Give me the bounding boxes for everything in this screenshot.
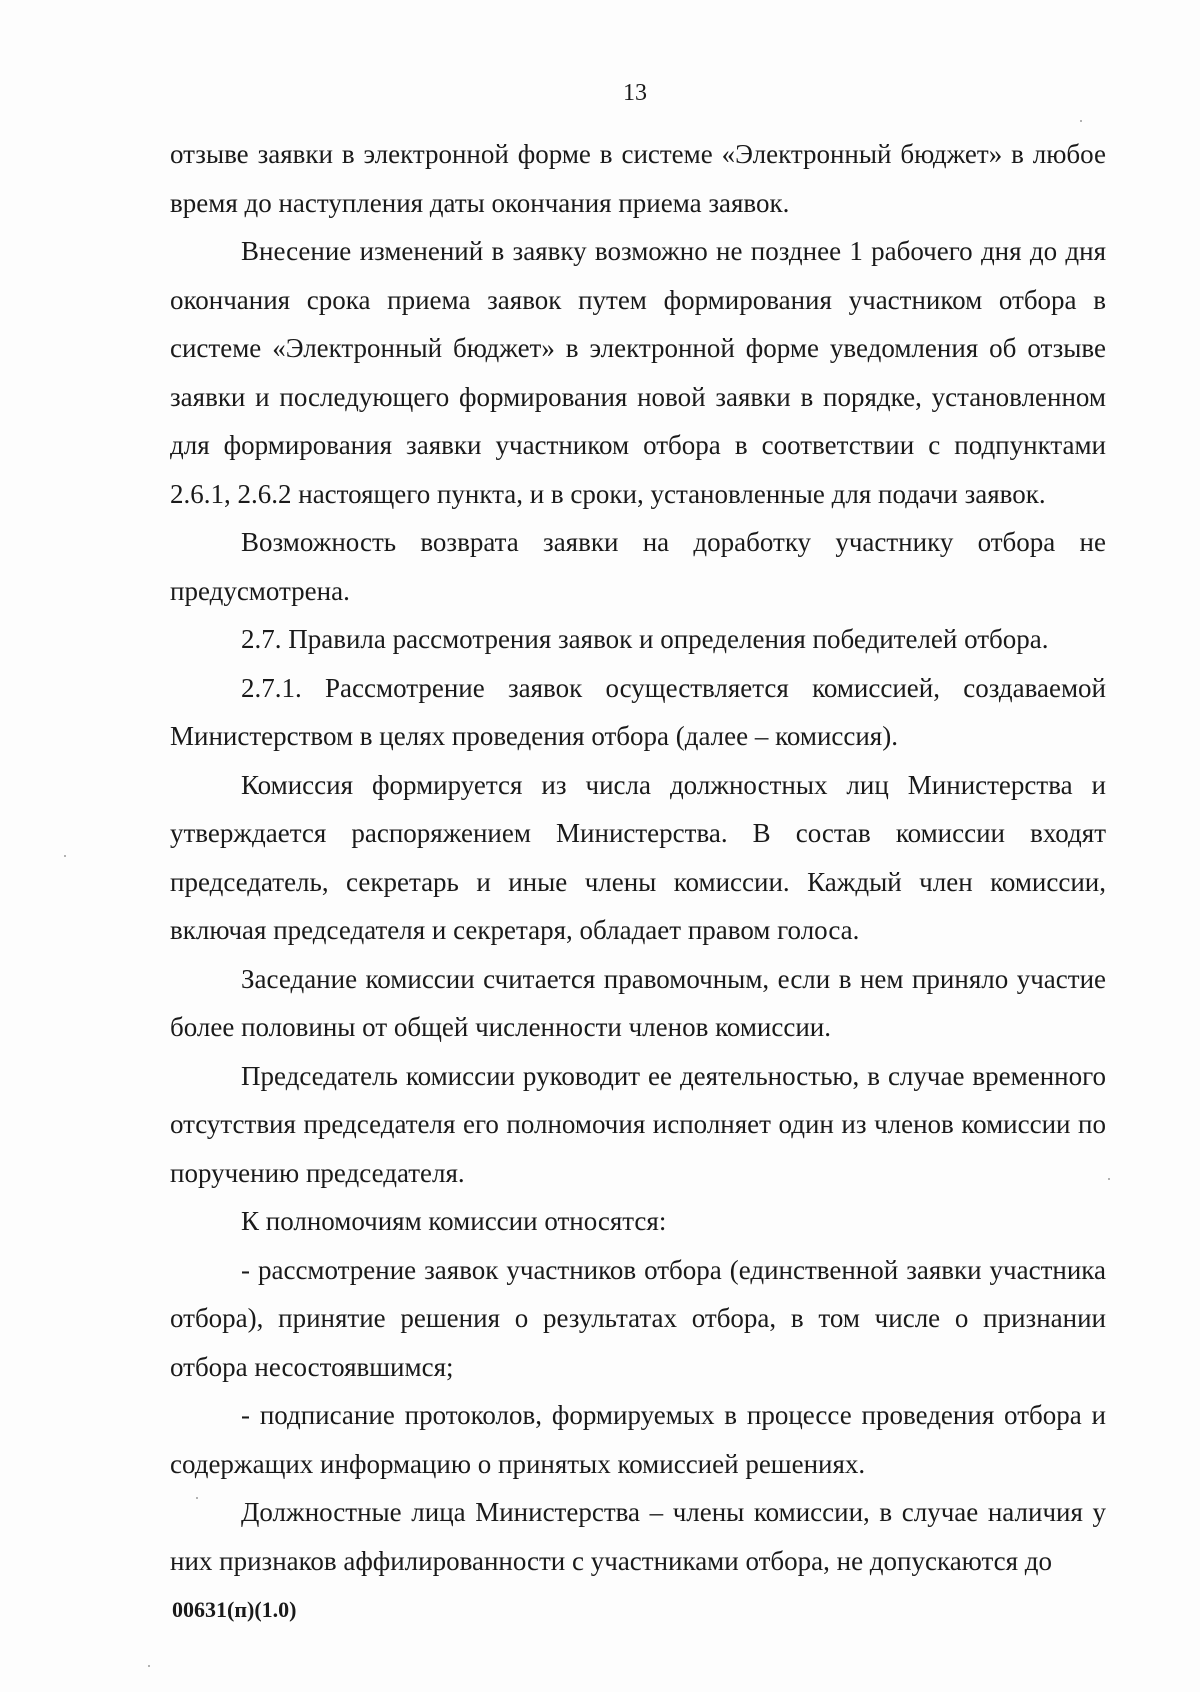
paragraph-amendments: Внесение изменений в заявку возможно не позднее 1 рабочего дня до дня окончания срока приема заявок путем формирования участником отбора в системе «Электронный бюджет» в электронной форме уведомления об отзыве заявки и последующего формирования новой заявки в порядке, установленном для формирования заявки участником отбора в соответствии с подпунктами 2.6.1, 2.6.2 настоящего пункта, и в сроки, установленные для подачи заявок. bbox=[170, 236, 1106, 509]
list-item-signing: - подписание протоколов, формируемых в процессе проведения отбора и содержащих информацию о принятых комиссией решениях. bbox=[170, 1400, 1106, 1479]
section-heading-2-7: 2.7. Правила рассмотрения заявок и определения победителей отбора. bbox=[241, 624, 1049, 654]
scan-speck bbox=[1108, 1178, 1110, 1180]
scan-speck bbox=[148, 1665, 150, 1667]
paragraph-continuation: отзыве заявки в электронной форме в системе «Электронный бюджет» в любое время до наступления даты окончания приема заявок. bbox=[170, 139, 1106, 218]
paragraph-quorum: Заседание комиссии считается правомочным, если в нем приняло участие более половины от общей численности членов комиссии. bbox=[170, 963, 1106, 1042]
document-body bbox=[170, 130, 1106, 1585]
list-item-review: - рассмотрение заявок участников отбора (единственной заявки участника отбора), принятие решения о результатах отбора, в том числе о признании отбора несостоявшимся; bbox=[170, 1254, 1106, 1382]
paragraph-powers-intro: К полномочиям комиссии относятся: bbox=[241, 1206, 667, 1236]
paragraph-commission-formation: Комиссия формируется из числа должностных лиц Министерства и утверждается распоряжением Министерства. В состав комиссии входят председатель, секретарь и иные члены комиссии. Каждый член комиссии, включая председателя и секретаря, обладает правом голоса. bbox=[170, 769, 1106, 945]
scan-speck bbox=[64, 855, 66, 857]
scan-speck bbox=[1080, 120, 1082, 122]
paragraph-2-7-1: 2.7.1. Рассмотрение заявок осуществляется комиссией, создаваемой Министерством в целях проведения отбора (далее – комиссия). bbox=[170, 672, 1106, 751]
document-code: 00631(п)(1.0) bbox=[172, 1597, 297, 1622]
page-number: 13 bbox=[623, 80, 647, 106]
paragraph-return: Возможность возврата заявки на доработку участнику отбора не предусмотрена. bbox=[170, 527, 1106, 606]
paragraph-affiliation: Должностные лица Министерства – члены комиссии, в случае наличия у них признаков аффилированности с участниками отбора, не допускаются до bbox=[170, 1497, 1106, 1576]
scan-speck bbox=[196, 1497, 198, 1499]
paragraph-chairman: Председатель комиссии руководит ее деятельностью, в случае временного отсутствия председателя его полномочия исполняет один из членов комиссии по поручению председателя. bbox=[170, 1060, 1106, 1188]
